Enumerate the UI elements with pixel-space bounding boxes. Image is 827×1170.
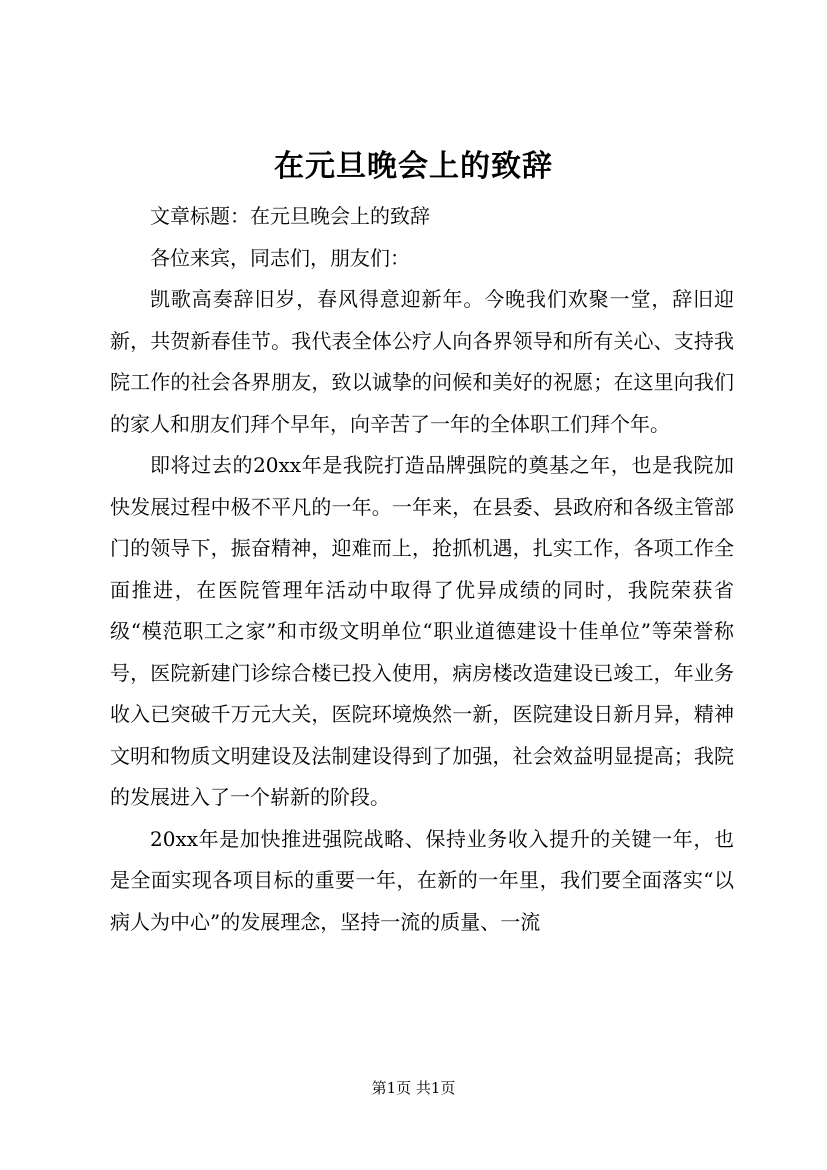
article-title-line: 文章标题：在元旦晚会上的致辞: [150, 204, 430, 228]
salutation: 各位来宾，同志们，朋友们：: [150, 245, 410, 270]
document-title: 在元旦晚会上的致辞: [274, 149, 553, 184]
paragraph-opening: 凯歌高奏辞旧岁，春风得意迎新年。今晚我们欢聚一堂，辞旧迎新，共贺新春佳节。我代表全体公疗人向各界领导和所有关心、支持我院工作的社会各界朋友，致以诚挚的问候和美好的祝愿；在这里向我们的家人和朋友们拜个早年，向辛苦了一年的全体职工们拜个年。: [110, 287, 734, 436]
paragraph-review: 即将过去的20xx年是我院打造品牌强院的奠基之年，也是我院加快发展过程中极不平凡的一年。一年来，在县委、县政府和各级主管部门的领导下，振奋精神，迎难而上，抢抓机遇，扎实工作，各项工作全面推进，在医院管理年活动中取得了优异成绩的同时，我院荣获省级“模范职工之家”和市级文明单位“职业道德建设十佳单位”等荣誉称号，医院新建门诊综合楼已投入使用，病房楼改造建设已竣工，年业务收入已突破千万元大关，医院环境焕然一新，医院建设日新月异，精神文明和物质文明建设及法制建设得到了加强，社会效益明显提高；我院的发展进入了一个崭新的阶段。: [110, 453, 734, 809]
document-body: [110, 196, 734, 943]
paragraph-outlook: 20xx年是加快推进强院战略、保持业务收入提升的关键一年，也是全面实现各项目标的重要一年，在新的一年里，我们要全面落实“以病人为中心”的发展理念，坚持一流的质量、一流: [110, 826, 734, 934]
page-footer: 第1页 共1页: [371, 1079, 456, 1097]
